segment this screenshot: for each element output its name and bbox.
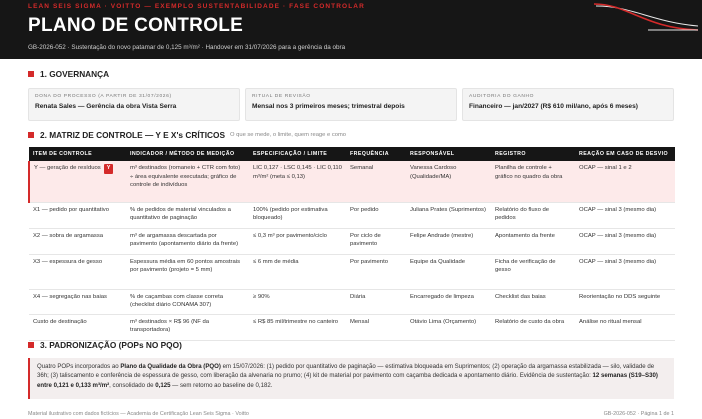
note-text: , consolidado de — [109, 381, 156, 389]
section-title: 3. PADRONIZAÇÃO (POPs NO PQO) — [40, 340, 182, 350]
column-header: ITEM DE CONTROLE — [29, 147, 126, 161]
table-cell: m³ destinados × R$ 96 (NF da transportadora) — [126, 314, 249, 340]
column-header: RESPONSÁVEL — [406, 147, 491, 161]
table-cell: 100% (pedido por estimativa bloqueado) — [249, 202, 346, 228]
table-cell: OCAP — sinal 3 (mesmo dia) — [575, 254, 675, 289]
control-matrix-table — [28, 147, 675, 341]
table-cell: Custo de destinação — [29, 314, 126, 340]
table-row — [29, 289, 675, 314]
table-cell: Ficha de verificação de gesso — [491, 254, 575, 289]
table-cell: Felipe Andrade (mestre) — [406, 228, 491, 254]
table-cell: m³ destinados (romaneio + CTR com foto) ÷ área equivalente executada; gráfico de controle de indivíduos — [126, 161, 249, 202]
card-label: DONA DO PROCESSO (A PARTIR DE 31/07/2026) — [35, 94, 172, 99]
table-cell: OCAP — sinal 3 (mesmo dia) — [575, 228, 675, 254]
card-label: AUDITORIA DO GANHO — [469, 94, 535, 99]
table-row — [29, 254, 675, 289]
standardization-note — [28, 358, 674, 399]
section-marker-icon — [28, 71, 34, 77]
table-cell: X4 — segregação nas baias — [29, 289, 126, 314]
column-header: REAÇÃO EM CASO DE DESVIO — [575, 147, 675, 161]
table-cell: Mensal — [346, 314, 406, 340]
table-cell: ≤ 0,3 m³ por pavimento/ciclo — [249, 228, 346, 254]
footer-disclaimer: Material ilustrativo com dados fictícios — Academia de Certificação Lean Seis Sigma · Voitto — [28, 411, 249, 417]
table-cell: % de caçambas com classe correta (checklist diário CONAMA 307) — [126, 289, 249, 314]
page-subtitle: GB-2026-052 · Sustentação do novo patamar de 0,125 m³/m² · Handover em 31/07/2026 para a gerência da obra — [28, 44, 346, 51]
item-label: Y — geração de resíduos — [34, 165, 101, 171]
section-marker-icon — [28, 342, 34, 348]
section-marker-icon — [28, 132, 34, 138]
section-title: 2. MATRIZ DE CONTROLE — Y E X's CRÍTICOS — [40, 130, 225, 140]
table-cell: Checklist das baias — [491, 289, 575, 314]
table-cell: ≥ 90% — [249, 289, 346, 314]
table-row-y — [29, 161, 675, 202]
table-cell: Relatório de custo da obra — [491, 314, 575, 340]
y-badge: Y — [104, 164, 114, 174]
table-cell: ≤ R$ 85 mil/trimestre no canteiro — [249, 314, 346, 340]
table-header-row — [29, 147, 675, 161]
table-row — [29, 202, 675, 228]
header-kicker: LEAN SEIS SIGMA · VOITTO — EXEMPLO SUSTENTABILIDADE · FASE CONTROLAR — [28, 3, 365, 10]
governance-card-audit — [462, 88, 674, 121]
table-cell: Relatório do fluxo de pedidos — [491, 202, 575, 228]
section-hint: O que se mede, o limite, quem reage e como — [230, 132, 346, 138]
table-cell: Juliana Prates (Suprimentos) — [406, 202, 491, 228]
table-cell: Semanal — [346, 161, 406, 202]
column-header: INDICADOR / MÉTODO DE MEDIÇÃO — [126, 147, 249, 161]
header-bar — [0, 0, 702, 59]
card-value: Financeiro — jan/2027 (R$ 610 mil/ano, após 6 meses) — [469, 103, 638, 110]
table-cell: Espessura média em 60 pontos amostrais por pavimento (projeto = 5 mm) — [126, 254, 249, 289]
table-cell: Otávio Lima (Orçamento) — [406, 314, 491, 340]
note-text: — sem retorno ao baseline de 0,182. — [170, 381, 273, 389]
table-row — [29, 314, 675, 340]
table-cell: OCAP — sinal 1 e 2 — [575, 161, 675, 202]
column-header: FREQUÊNCIA — [346, 147, 406, 161]
table-cell: Equipe da Qualidade — [406, 254, 491, 289]
note-emphasis: Plano da Qualidade da Obra (PQO) — [120, 363, 221, 370]
table-cell: % de pedidos de material vinculados a quantitativo de paginação — [126, 202, 249, 228]
table-cell: X2 — sobra de argamassa — [29, 228, 126, 254]
section-matriz-heading — [28, 130, 346, 140]
table-cell: ≤ 6 mm de média — [249, 254, 346, 289]
note-emphasis: 0,125 — [155, 381, 171, 389]
table-row — [29, 228, 675, 254]
table-cell: Por pavimento — [346, 254, 406, 289]
section-governanca-heading — [28, 69, 109, 79]
note-text: em 15/07/2026: (1) pedido por quantitativo de paginação — estimativa bloqueada em Suprimentos; (2) operação da argamassa estabilizada — silo, validade de 36h; (3) taliscamento e conferência de espessura de gesso, com liberação da alvenaria no prumo; (4) kit de material por pavimento com caçamba dedicada e apontamento diário. Evidência de sustentação: — [37, 363, 655, 380]
column-header: REGISTRO — [491, 147, 575, 161]
governance-card-owner — [28, 88, 240, 121]
table-cell: Por ciclo de pavimento — [346, 228, 406, 254]
section-padronizacao-heading — [28, 340, 182, 350]
table-cell: Vanessa Cardoso (Qualidade/MA) — [406, 161, 491, 202]
card-label: RITUAL DE REVISÃO — [252, 94, 311, 99]
page-title: PLANO DE CONTROLE — [28, 15, 244, 36]
section-title: 1. GOVERNANÇA — [40, 69, 110, 79]
table-cell: m³ de argamassa descartada por pavimento (apontamento diário da frente) — [126, 228, 249, 254]
column-header: ESPECIFICAÇÃO / LIMITE — [249, 147, 346, 161]
note-text: Quatro POPs incorporados ao — [37, 363, 121, 370]
table-cell: X1 — pedido por quantitativo — [29, 202, 126, 228]
footer — [28, 411, 674, 417]
table-cell: X3 — espessura de gesso — [29, 254, 126, 289]
table-cell: OCAP — sinal 3 (mesmo dia) — [575, 202, 675, 228]
table-cell — [29, 161, 126, 202]
card-value: Mensal nos 3 primeiros meses; trimestral depois — [252, 103, 405, 110]
card-value: Renata Sales — Gerência da obra Vista Serra — [35, 103, 177, 110]
footer-page-number: GB-2026-052 · Página 1 de 1 — [603, 411, 674, 417]
decorative-curve-graphic — [592, 0, 702, 59]
table-cell: Diária — [346, 289, 406, 314]
table-cell: Apontamento da frente — [491, 228, 575, 254]
table-cell: Planilha de controle + gráfico no quadro da obra — [491, 161, 575, 202]
table-cell: LIC 0,127 · LSC 0,145 · LIC 0,110 m³/m² (meta ≤ 0,13) — [249, 161, 346, 202]
governance-card-ritual — [245, 88, 457, 121]
table-cell: Encarregado de limpeza — [406, 289, 491, 314]
table-cell: Por pedido — [346, 202, 406, 228]
table-cell: Análise no ritual mensal — [575, 314, 675, 340]
note-emphasis: 12 semanas (S19–S30) entre 0,121 e 0,133 m³/m² — [37, 372, 658, 389]
table-cell: Reorientação no DDS seguinte — [575, 289, 675, 314]
